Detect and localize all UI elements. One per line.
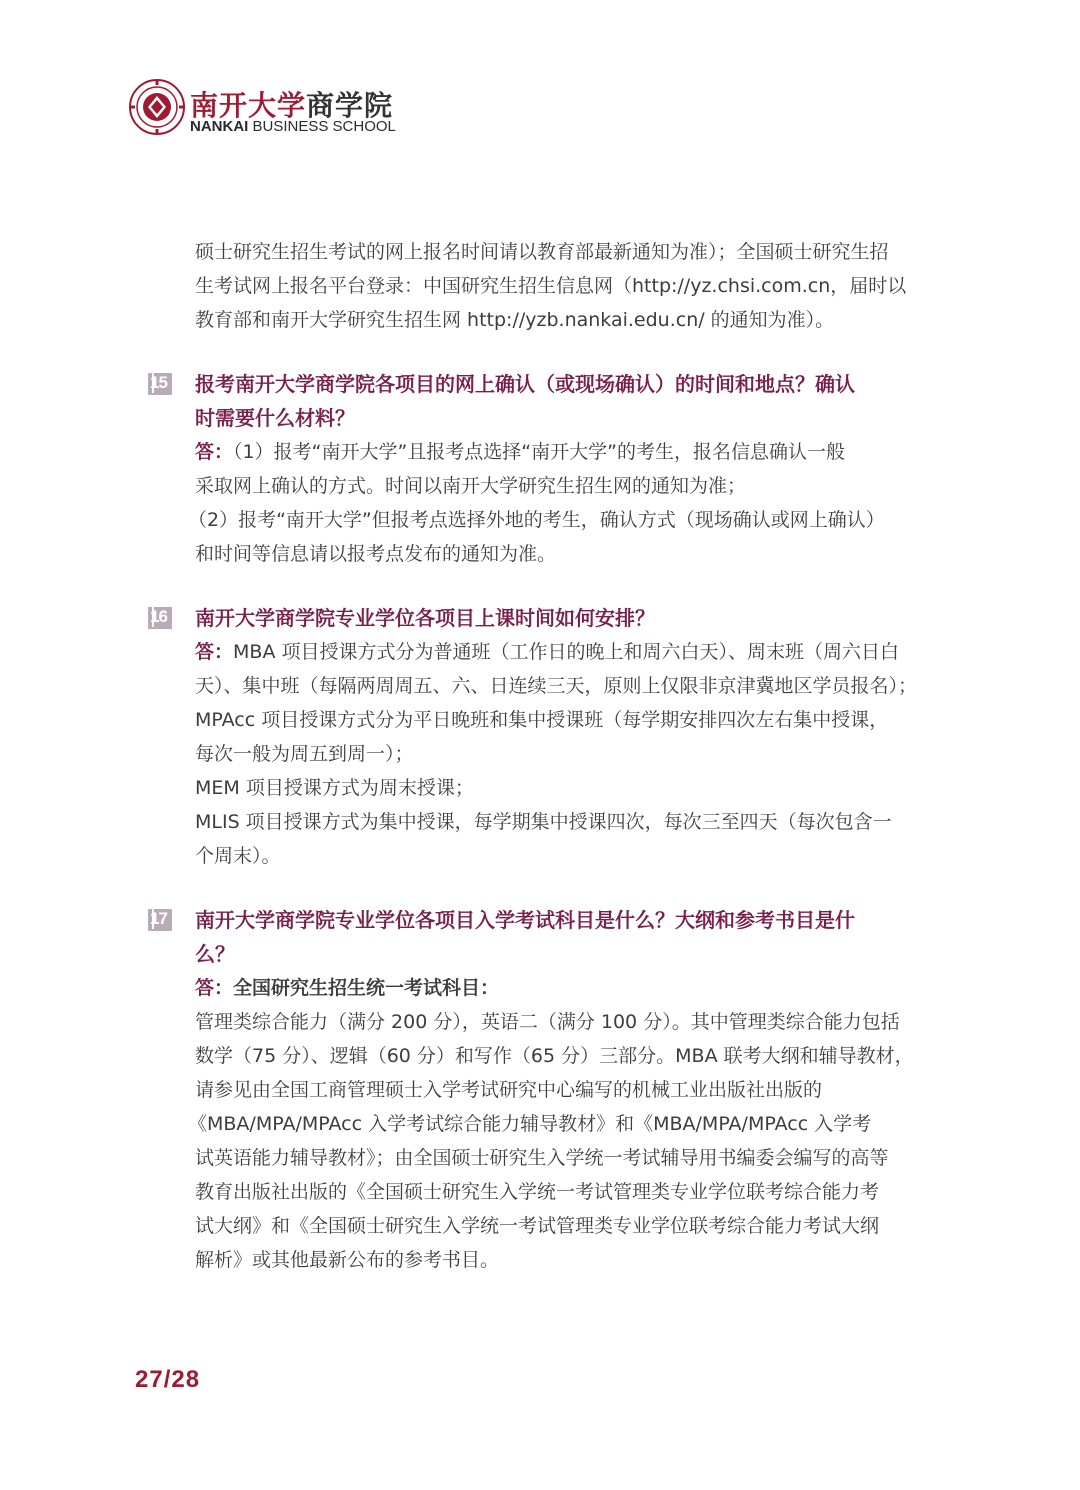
- text-line: 天）、集中班（每隔两周周五、六、日连续三天，原则上仅限非京津冀地区学员报名）；: [195, 675, 918, 697]
- text-line: 每次一般为周五到周一）；: [195, 743, 414, 765]
- answer-label: 答：: [195, 641, 234, 663]
- text-line: 解析》或其他最新公布的参考书目。: [195, 1249, 500, 1271]
- text-line: 生考试网上报名平台登录：中国研究生招生信息网（http://yz.chsi.com.cn，届时以: [195, 275, 907, 297]
- document-body: [148, 235, 938, 1277]
- text-line: 请参见由全国工商管理硕士入学考试研究中心编写的机械工业出版社出版的: [195, 1079, 823, 1101]
- text-line: 和时间等信息请以报考点发布的通知为准。: [195, 543, 557, 565]
- question-text: 南开大学商学院专业学位各项目入学考试科目是什么？大纲和参考书目是什: [195, 908, 855, 932]
- question-number-badge: 15: [148, 371, 178, 395]
- text-line: 管理类综合能力（满分 200 分），英语二（满分 100 分）。其中管理类综合能力包括: [195, 1011, 900, 1033]
- brand-name-cn: 南开大学商学院: [190, 89, 394, 122]
- intro-paragraph: [148, 235, 938, 337]
- text-line: MEM 项目授课方式为周末授课；: [195, 777, 474, 799]
- question-text: 南开大学商学院专业学位各项目上课时间如何安排？: [195, 606, 655, 630]
- answer-first-line: 答：全国研究生招生统一考试科目：: [195, 977, 500, 999]
- header: [128, 78, 448, 138]
- question-text: 么？: [195, 942, 235, 966]
- text-line: 数学（75 分）、逻辑（60 分）和写作（65 分）三部分。MBA 联考大纲和辅导教材，: [195, 1045, 914, 1067]
- text-line: 试大纲》和《全国硕士研究生入学统一考试管理类专业学位联考综合能力考试大纲: [195, 1215, 880, 1237]
- text-line: MPAcc 项目授课方式分为平日晚班和集中授课班（每学期安排四次左右集中授课，: [195, 709, 889, 731]
- text-line: 《MBA/MPA/MPAcc 入学考试综合能力辅导教材》和《MBA/MPA/MPAcc 入学考: [188, 1113, 872, 1135]
- qa-item-16: [148, 601, 938, 873]
- text-line: 教育出版社出版的《全国硕士研究生入学统一考试管理类专业学位联考综合能力考: [195, 1181, 880, 1203]
- question-number-badge: 17: [148, 907, 178, 931]
- answer-label: 答：: [195, 441, 234, 463]
- page-number: 27/28: [135, 1366, 201, 1393]
- answer-first-line: 答：（1）报考“南开大学”且报考点选择“南开大学”的考生，报名信息确认一般: [195, 441, 845, 463]
- text-line: 个周末）。: [195, 845, 281, 867]
- university-seal-icon: [128, 78, 186, 136]
- text-line: （2）报考“南开大学”但报考点选择外地的考生，确认方式（现场确认或网上确认）: [188, 509, 885, 531]
- text-line: 试英语能力辅导教材》；由全国硕士研究生入学统一考试辅导用书编委会编写的高等: [195, 1147, 889, 1169]
- question-text: 报考南开大学商学院各项目的网上确认（或现场确认）的时间和地点？确认: [195, 372, 855, 396]
- text-line: 教育部和南开大学研究生招生网 http://yzb.nankai.edu.cn/ 的通知为准）。: [195, 309, 835, 331]
- text-line: 硕士研究生招生考试的网上报名时间请以教育部最新通知为准）；全国硕士研究生招: [195, 241, 889, 263]
- brand-name-en: NANKAI BUSINESS SCHOOL: [190, 118, 396, 135]
- answer-first-line: 答：MBA 项目授课方式分为普通班（工作日的晚上和周六白天）、周末班（周六日白: [195, 641, 899, 663]
- text-line: MLIS 项目授课方式为集中授课，每学期集中授课四次，每次三至四天（每次包含一: [195, 811, 892, 833]
- qa-item-17: [148, 903, 938, 1277]
- qa-item-15: [148, 367, 938, 571]
- text-line: 采取网上确认的方式。时间以南开大学研究生招生网的通知为准；: [195, 475, 747, 497]
- question-text: 时需要什么材料？: [195, 406, 355, 430]
- question-number-badge: 16: [148, 605, 178, 629]
- answer-label: 答：: [195, 977, 234, 999]
